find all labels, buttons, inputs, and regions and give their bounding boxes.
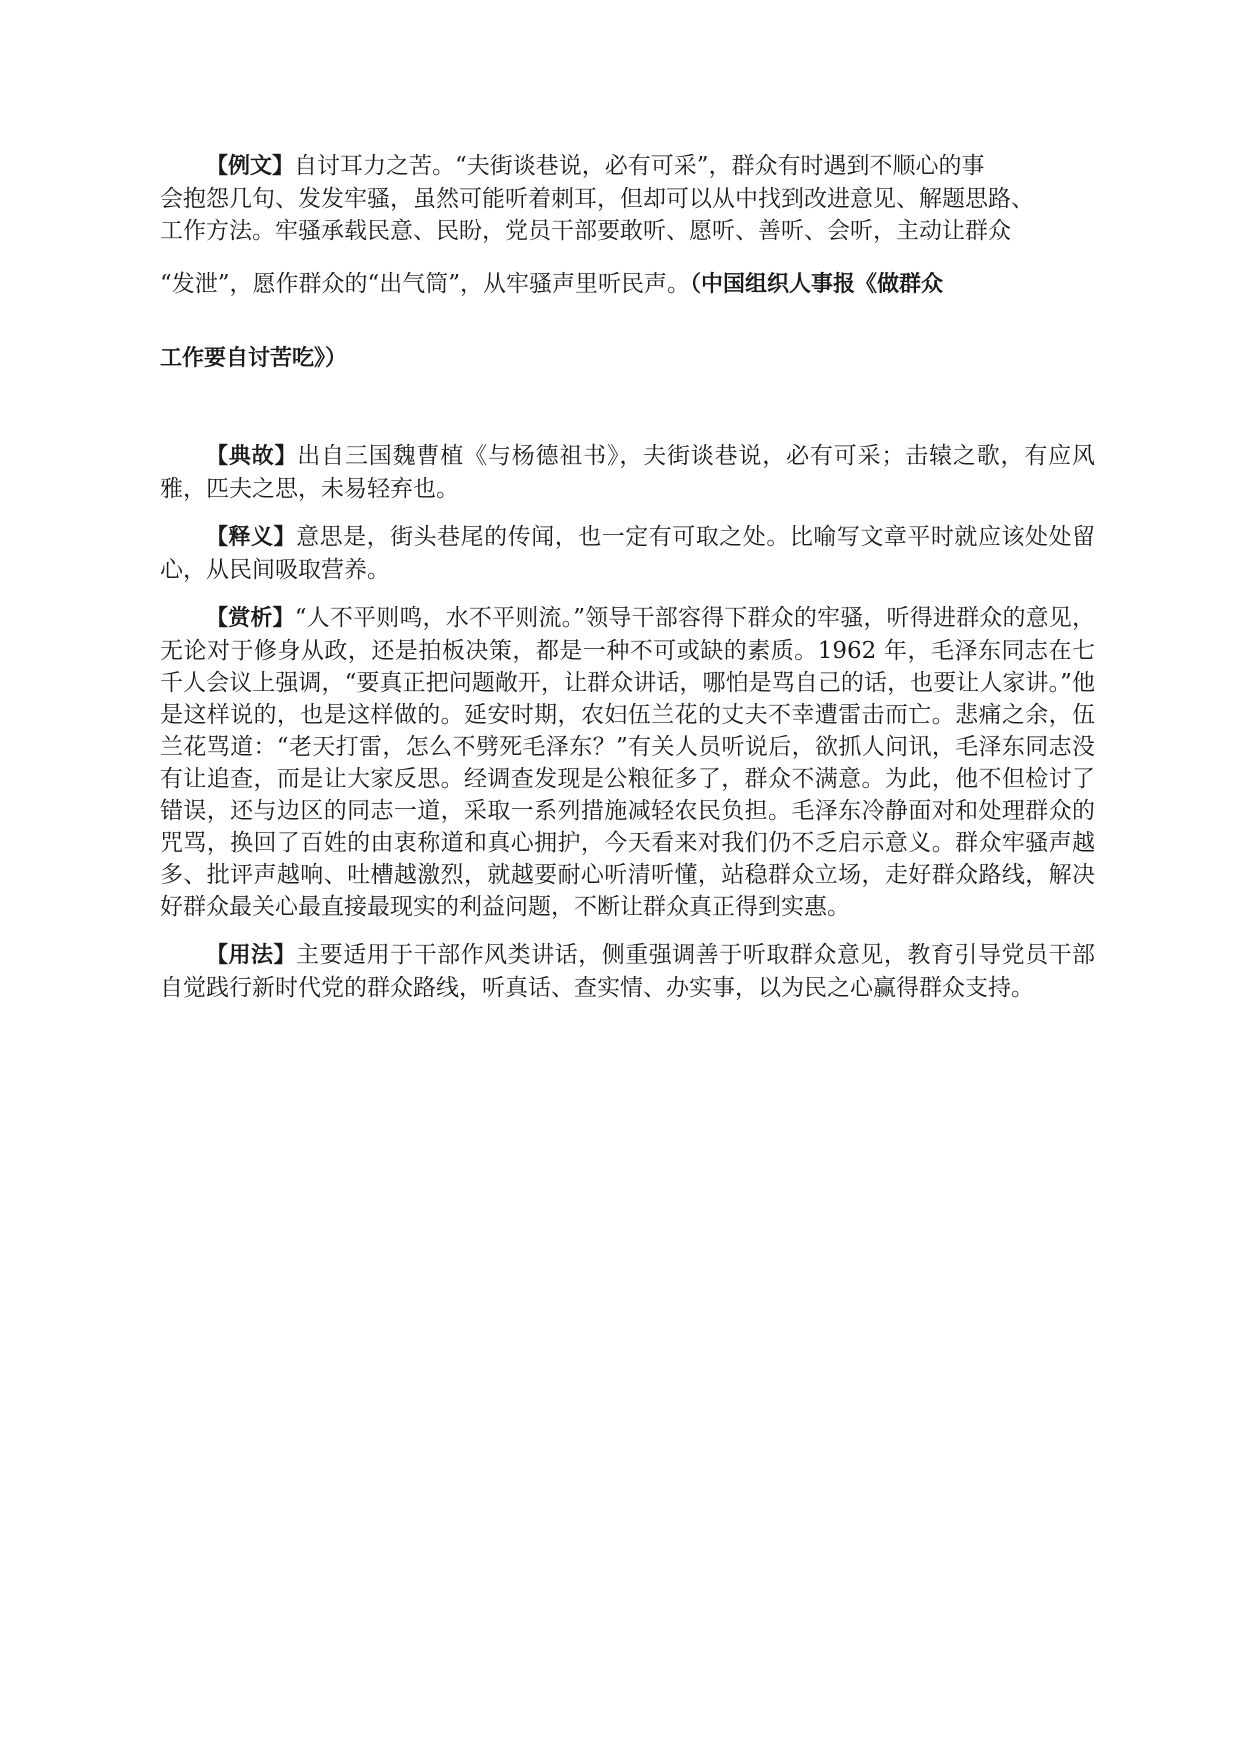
example-line-2: 会抱怨几句、发发牢骚，虽然可能听着刺耳，但却可以从中找到改进意见、解题思路、 [160, 186, 1034, 212]
appreciation-tag: 【赏析】 [206, 606, 295, 631]
appreciation-text: “人不平则鸣，水不平则流。”领导干部容得下群众的牢骚，听得进群众的意见，无论对于修身从政，还是拍板决策，都是一种不可或缺的素质。1962 年，毛泽东同志在七千人会议上强调，“要真正把问题敞开，让群众讲话，哪怕是骂自己的话，也要让人家讲。”他是这样说的，也是这样做的。延安时期，农妇伍兰花的丈夫不幸遭雷击而亡。悲痛之余，伍兰花骂道：“老天打雷，怎么不劈死毛泽东？”有关人员听说后，欲抓人问讯，毛泽东同志没有让追查，而是让大家反思。经调查发现是公粮征多了，群众不满意。为此，他不但检讨了错误，还与边区的同志一道，采取一系列措施减轻农民负担。毛泽东冷静面对和处理群众的咒骂，换回了百姓的由衷称道和真心拥护，今天看来对我们仍不乏启示意义。群众牢骚声越多、批评声越响、吐槽越激烈，就越要耐心听清听懂，站稳群众立场，走好群众路线，解决好群众最关心最直接最现实的利益问题，不断让群众真正得到实惠。 [160, 605, 1095, 920]
example-paragraph [160, 150, 1095, 396]
allusion-tag: 【典故】 [206, 444, 298, 469]
usage-tag: 【用法】 [206, 943, 297, 968]
allusion-paragraph [160, 440, 1095, 505]
example-source-start: （中国组织人事报《做群众 [690, 272, 944, 297]
example-line-4 [160, 247, 1095, 322]
usage-text: 主要适用于干部作风类讲话，侧重强调善于听取群众意见，教育引导党员干部自觉践行新时代党的群众路线，听真话、查实情、办实事，以为民之心赢得群众支持。 [160, 942, 1095, 1001]
document-page [160, 150, 1095, 1020]
example-source-end: 工作要自讨苦吃》） [160, 346, 348, 371]
meaning-paragraph [160, 521, 1095, 586]
allusion-text: 出自三国魏曹植《与杨德祖书》，夫街谈巷说，必有可采；击辕之歌，有应风雅，匹夫之思，未易轻弃也。 [160, 443, 1095, 502]
meaning-text: 意思是，街头巷尾的传闻，也一定有可取之处。比喻写文章平时就应该处处留心，从民间吸取营养。 [160, 524, 1095, 583]
example-line-3: 工作方法。牢骚承载民意、民盼，党员干部要敢听、愿听、善听、会听，主动让群众 [160, 218, 1011, 244]
example-text-1: 自讨耳力之苦。“夫街谈巷说，必有可采”，群众有时遇到不顺心的事 [294, 153, 985, 179]
usage-paragraph [160, 939, 1095, 1004]
example-text-4: “发泄”，愿作群众的“出气筒”，从牢骚声里听民声。 [160, 271, 691, 297]
example-line-1 [160, 150, 1095, 183]
appreciation-paragraph [160, 602, 1095, 923]
meaning-tag: 【释义】 [206, 525, 297, 550]
example-tag: 【例文】 [206, 154, 295, 179]
